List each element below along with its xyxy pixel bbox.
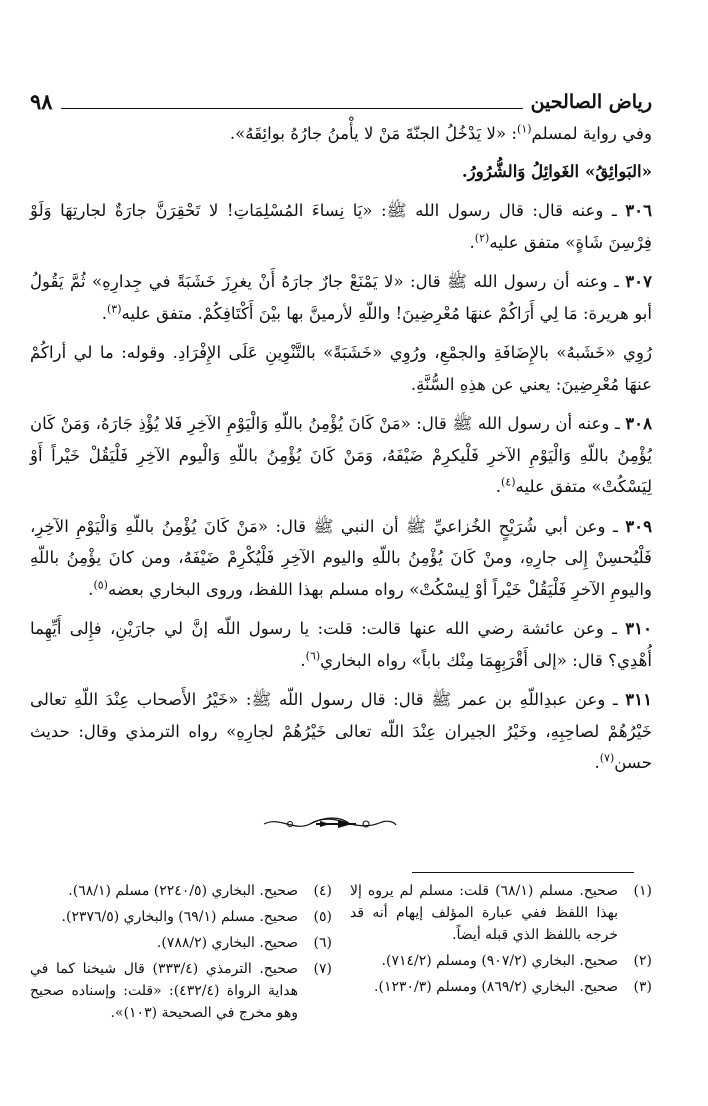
hadith-number: ٣٠٧: [625, 271, 652, 291]
footnote: (٢) صحيح. البخاري (٩٠٧/٢) ومسلم (٧١٤/٢).: [381, 953, 652, 969]
footnote: (١) صحيح. مسلم (٦٨/١) قلت: مسلم لم يروه إلا بهذا اللفظ ففي عبارة المؤلف إيهام أنه قد خرجه باللفظ الذي قبله أيضاً.: [350, 883, 652, 943]
footnote-ref: (٢): [474, 230, 490, 244]
hadith-308: ٣٠٨ ـ وعنه أن رسول الله ﷺ قال: «مَنْ كَانَ يُؤْمِنُ باللّهِ وَالْيَوْمِ الآخِرِ فَلا يُؤْذِ جَارَهُ، وَمَنْ كَان يُؤْمِنُ باللّهِ وَالْيَوْمِ الآخرِ فَلْيكرِمْ ضَيْفَهُ، وَمَنْ كَانَ يُؤْمِنُ باللّهِ وَالْيوم الآخِرِ فَلْيَقُلْ خَيْراً أَوْ لِيَسْكُتْ» متفق عليه$^{(٤)}$.: [30, 413, 652, 496]
hadith-number: ٣١٠: [625, 618, 652, 638]
footnote: (٤) صحيح. البخاري (٢٢٤٠/٥) مسلم (٦٨/١).: [68, 883, 332, 899]
hadith-number: ٣٠٩: [625, 515, 652, 536]
ornament-divider-icon: [260, 812, 400, 836]
hadith-309: ٣٠٩ ـ وعن أبي شُرَيْحٍ الخُزاعيِّ ﷺ أن النبي ﷺ قال: «مَنْ كَانَ يُؤْمِنُ باللّهِ وَالْيَوْمِ الآخِرِ، فَلْيُحسِنْ إِلى جارِهِ، ومنْ كَانَ يُؤْمِنُ باللّهِ واليوم الآخِرِ فَلْيُكْرِمْ ضَيْفَهُ، ومن كانَ يؤْمِنُ باللّهِ واليومِ الآخرِ فَلْيَقُلْ خَيْراً أوْ لِيسْكُتْ» رواه مسلم بهذا اللفظ، وروى البخاري بعضه$^{(٥)}$.: [30, 515, 652, 599]
hadith-311: ٣١١ ـ وعن عبدِاللّهِ بن عمر ﷺ قال: قال رسول اللّه ﷺ: «خَيْرُ الأَصحاب عِنْدَ اللّهِ تعالى خَيْرُهُمْ لصاحِبِهِ، وخَيْرُ الجيران عِنْدَ اللّه تعالى خَيْرُهُمْ لجارِهِ» رواه الترمذي وقال: حديث حسن$^{(٧)}$.: [30, 689, 652, 772]
commentary: رُوِي «خَشَبهُ» بالإِضَافَةِ والجمْعِ، ورُوِي «خَشَبَةً» بالتَّنْوِينِ عَلَى الإِفْرَادِ. وقوله: ما لي أراكُمْ عنهَا مُعْرِضِينَ: يعني عن هذِهِ السُّنَّةِ.: [30, 343, 652, 394]
hadith-number: ٣٠٦: [625, 200, 652, 220]
footnotes-column-left: [30, 880, 332, 1028]
footnote-ref: (٧): [599, 751, 615, 765]
hadith-310: ٣١٠ ـ وعن عائشة رضي الله عنها قالت: قلت: يا رسول اللّه إنَّ لي جارَيْنِ، فإِلى أَيِّهِما أُهْدِي؟ قال: «إلى أَقْرَبِهِمَا مِنْك باباً» رواه البخاري$^{(٦)}$.: [30, 618, 652, 670]
hadith-number: ٣٠٨: [625, 413, 652, 433]
footnote-ref: (٤): [501, 475, 516, 489]
footnote: (٧) صحيح. الترمذي (٣٣٣/٤) قال شيخنا كما في هداية الرواة (٤٣٢/٤): «قلت: وإسناده صحيح وهو مخرج في الصحيحة (١٠٣)».: [30, 961, 332, 1021]
hadith-306: ٣٠٦ ـ وعنه قال: قال رسول الله ﷺ: «يَا نِساءَ المُسْلِمَاتِ! لا تَحْقِرَنَّ جارَةٌ لجارتِهَا وَلَوْ فِرْسِنَ شَاةٍ» متفق عليه$^{(٢)}$.: [30, 200, 652, 252]
footnotes-column-right: [350, 880, 652, 1028]
book-title: رياض الصالحين: [530, 91, 652, 113]
footnote: (٦) صحيح. البخاري (٧٨٨/٢).: [156, 935, 332, 951]
footnotes: [30, 880, 652, 1028]
header-rule: [61, 108, 523, 109]
main-text: [30, 118, 652, 787]
footnote-ref: (٣): [107, 301, 122, 315]
footnote-rule: [412, 872, 634, 873]
page-number: ٩٨: [30, 89, 53, 114]
footnote-ref: (٦): [305, 648, 321, 662]
footnote-ref: (٥): [93, 577, 108, 591]
paragraph: وفي رواية لمسلم$^{(١)}$: «لا يَدْخُلُ الجنّةَ مَنْ لا يأْمنُ جارُهُ بوائِقَهُ».: [229, 122, 652, 143]
page-header: [30, 86, 652, 114]
footnote: (٣) صحيح. البخاري (٨٦٩/٢) ومسلم (١٢٣٠/٣).: [374, 979, 652, 995]
hadith-307: ٣٠٧ ـ وعنه أن رسول الله ﷺ قال: «لا يَمْنَعْ جارٌ جارَهُ أَنْ يغرِزَ خَشَبَةً في جِدارِهِ» ثُمَّ يَقُولُ أبو هريرة: مَا لِي أَرَاكُمْ عنهَا مُعْرِضِينَ! واللّهِ لأرمينَّ بها بيْنَ أَكْتَافِكُمْ. متفق عليه$^{(٣)}$.: [30, 271, 652, 323]
paragraph: «البَوائِقُ» الغَوائِلُ وَالشُّرُورُ.: [461, 160, 652, 181]
footnote: (٥) صحيح. مسلم (٦٩/١) والبخاري (٢٣٧٦/٥).: [61, 909, 332, 925]
hadith-number: ٣١١: [625, 689, 652, 709]
footnote-ref: (١): [517, 122, 532, 136]
